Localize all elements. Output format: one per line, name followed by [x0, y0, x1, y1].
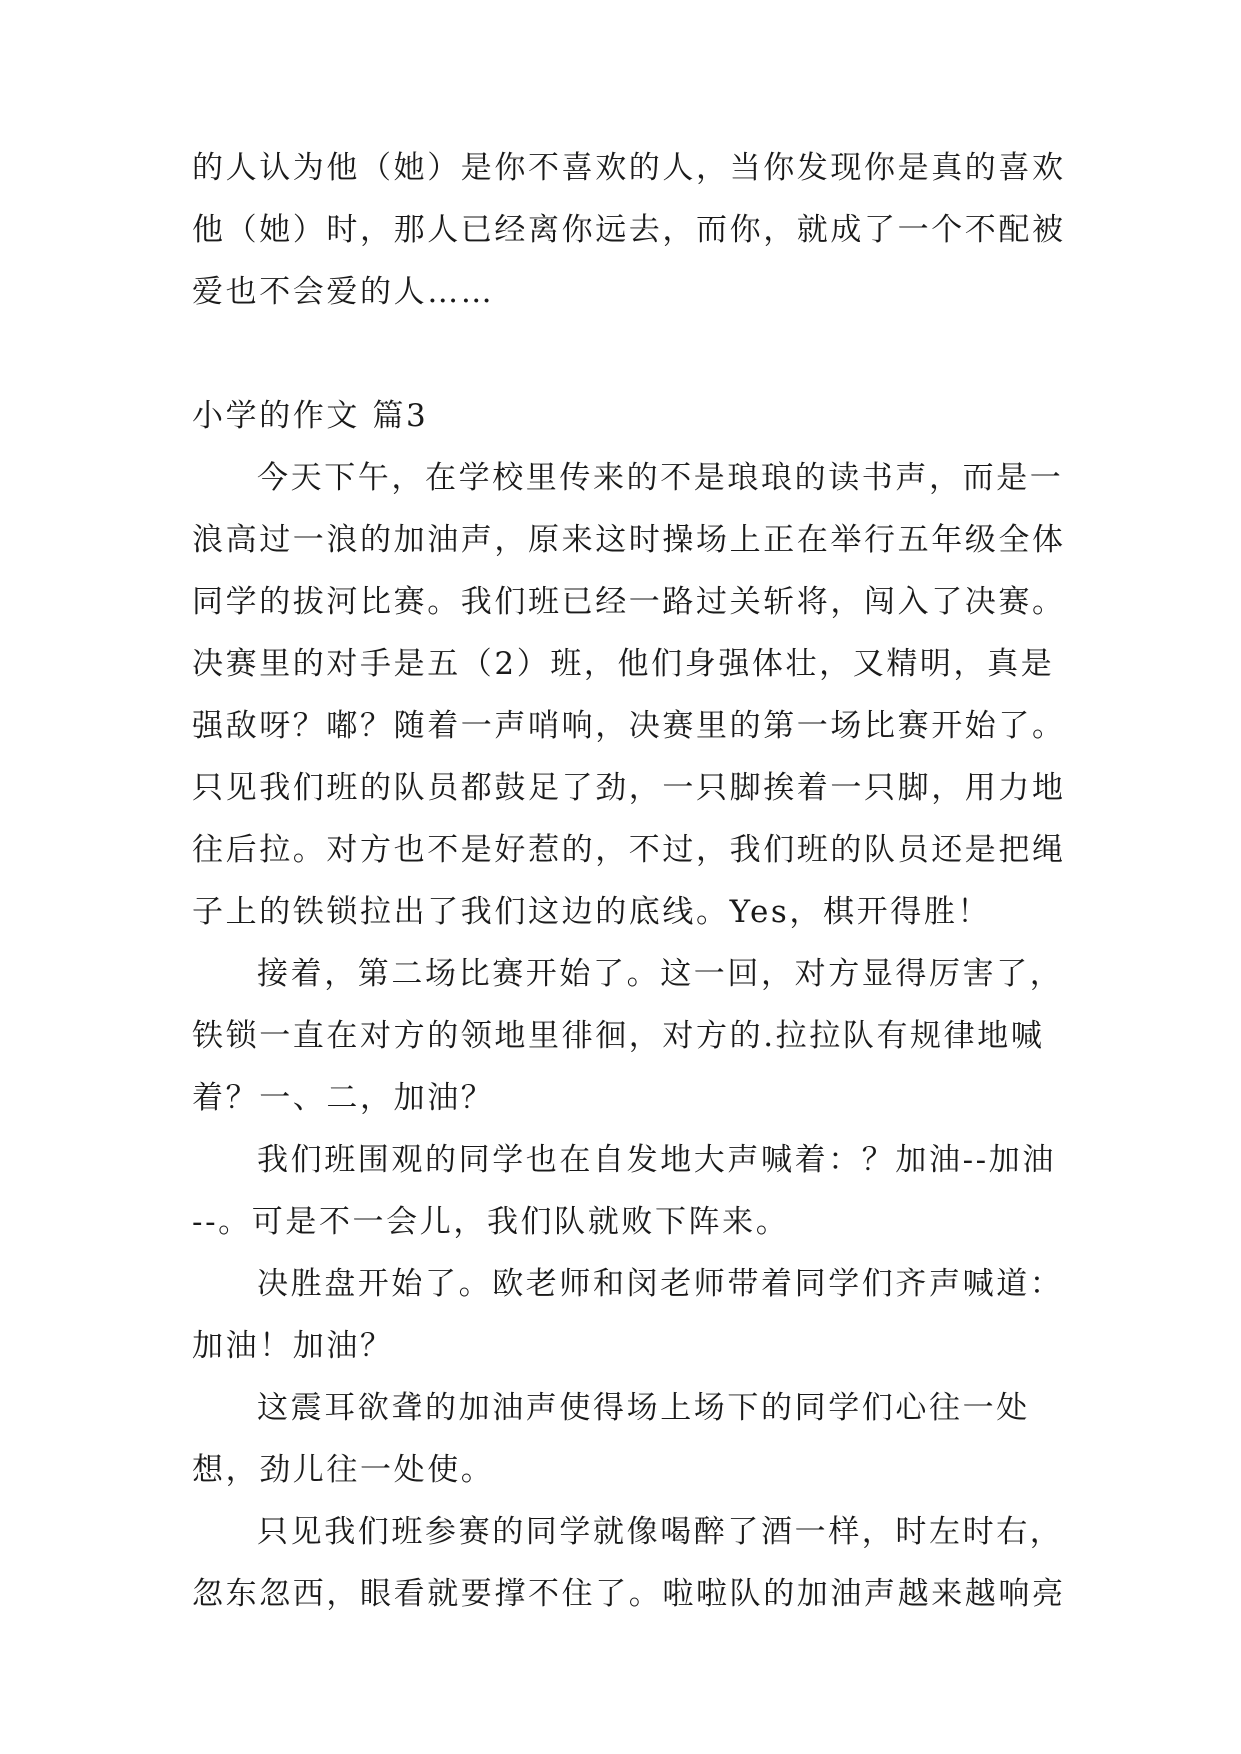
text-line: 想，劲儿往一处使。	[192, 1452, 495, 1488]
text-line: 决赛里的对手是五（2）班，他们身强体壮，又精明，真是	[192, 646, 1055, 682]
text-line: 爱也不会爱的人……	[192, 274, 495, 310]
text-line: 我们班围观的同学也在自发地大声喊着：？加油--加油	[257, 1142, 1056, 1178]
text-line: 同学的拔河比赛。我们班已经一路过关斩将，闯入了决赛。	[192, 584, 1066, 620]
text-line: 强敌呀？嘟？随着一声哨响，决赛里的第一场比赛开始了。	[192, 708, 1066, 744]
text-line: --。可是不一会儿，我们队就败下阵来。	[192, 1204, 790, 1240]
text-line: 铁锁一直在对方的领地里徘徊，对方的.拉拉队有规律地喊	[192, 1018, 1045, 1054]
text-line: 往后拉。对方也不是好惹的，不过，我们班的队员还是把绳	[192, 832, 1066, 868]
section-heading: 小学的作文 篇3	[192, 398, 429, 434]
text-line: 子上的铁锁拉出了我们这边的底线。Yes，棋开得胜！	[192, 894, 992, 930]
text-line: 加油！加油？	[192, 1328, 394, 1364]
text-line: 这震耳欲聋的加油声使得场上场下的同学们心往一处	[257, 1390, 1030, 1426]
text-line: 今天下午，在学校里传来的不是琅琅的读书声，而是一	[257, 460, 1064, 496]
text-line: 浪高过一浪的加油声，原来这时操场上正在举行五年级全体	[192, 522, 1066, 558]
text-line: 接着，第二场比赛开始了。这一回，对方显得厉害了，	[257, 956, 1064, 992]
text-line: 的人认为他（她）是你不喜欢的人，当你发现你是真的喜欢	[192, 150, 1066, 186]
text-line: 只见我们班的队员都鼓足了劲，一只脚挨着一只脚，用力地	[192, 770, 1066, 806]
text-line: 他（她）时，那人已经离你远去，而你，就成了一个不配被	[192, 212, 1066, 248]
text-line: 着？一、二，加油？	[192, 1080, 495, 1116]
text-line: 忽东忽西，眼看就要撑不住了。啦啦队的加油声越来越响亮	[192, 1576, 1066, 1612]
text-line: 只见我们班参赛的同学就像喝醉了酒一样，时左时右，	[257, 1514, 1064, 1550]
text-line: 决胜盘开始了。欧老师和闵老师带着同学们齐声喊道：	[257, 1266, 1064, 1302]
